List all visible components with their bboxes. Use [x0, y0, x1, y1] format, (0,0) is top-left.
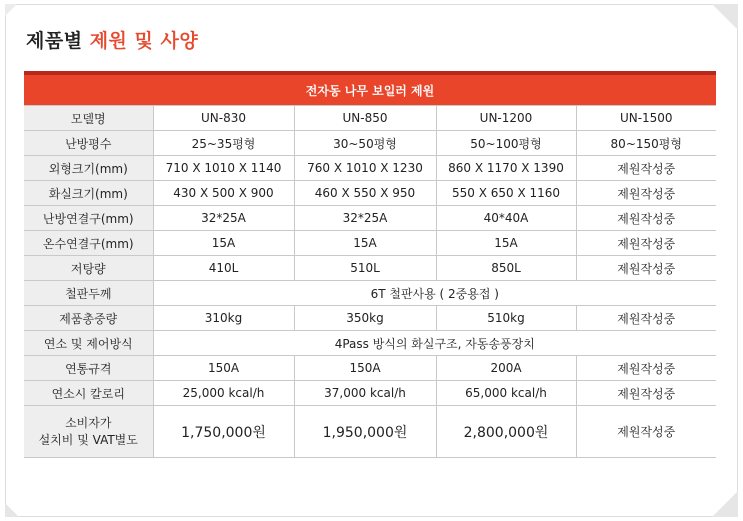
- table-cell: 제원작성중: [576, 256, 716, 281]
- table-row: [24, 381, 716, 406]
- row-label: 외형크기(mm): [24, 156, 153, 181]
- page-title: [26, 26, 198, 53]
- table-cell: 310kg: [153, 306, 294, 331]
- merged-cell: 4Pass 방식의 화실구조, 자동송풍장치: [153, 331, 716, 356]
- table-cell: 850L: [436, 256, 576, 281]
- price-cell: 2,800,000원: [436, 406, 576, 458]
- table-cell: 32*25A: [294, 206, 436, 231]
- table-cell: 50~100평형: [436, 131, 576, 156]
- table-banner-row: [24, 73, 716, 106]
- table-cell: 200A: [436, 356, 576, 381]
- table-cell: 제원작성중: [576, 181, 716, 206]
- table-cell: 제원작성중: [576, 381, 716, 406]
- row-label: 연통규격: [24, 356, 153, 381]
- table-row: [24, 206, 716, 231]
- table-row: [24, 156, 716, 181]
- row-label: 저탕량: [24, 256, 153, 281]
- table-row: [24, 281, 716, 306]
- row-label: 모델명: [24, 106, 153, 131]
- table-row: [24, 356, 716, 381]
- table-cell: 710 X 1010 X 1140: [153, 156, 294, 181]
- row-label: 연소 및 제어방식: [24, 331, 153, 356]
- table-cell: 30~50평형: [294, 131, 436, 156]
- row-label: 난방연결구(mm): [24, 206, 153, 231]
- table-cell: 860 X 1170 X 1390: [436, 156, 576, 181]
- price-row: [24, 406, 716, 458]
- table-cell: 15A: [153, 231, 294, 256]
- table-cell: 80~150평형: [576, 131, 716, 156]
- table-cell: 제원작성중: [576, 231, 716, 256]
- table-cell: 510L: [294, 256, 436, 281]
- model-name: UN-850: [294, 106, 436, 131]
- row-label: 연소시 칼로리: [24, 381, 153, 406]
- table-cell: 760 X 1010 X 1230: [294, 156, 436, 181]
- table-cell: 150A: [153, 356, 294, 381]
- table-cell: 제원작성중: [576, 206, 716, 231]
- table-cell: 40*40A: [436, 206, 576, 231]
- model-name: UN-1500: [576, 106, 716, 131]
- page-corner-decoration: [5, 4, 17, 16]
- table-cell: 350kg: [294, 306, 436, 331]
- table-cell: 430 X 500 X 900: [153, 181, 294, 206]
- merged-cell: 6T 철판사용 ( 2중용접 ): [153, 281, 716, 306]
- table-cell: 150A: [294, 356, 436, 381]
- table-header-row: [24, 106, 716, 131]
- spec-table: [24, 71, 716, 458]
- table-cell: 32*25A: [153, 206, 294, 231]
- price-cell: 1,750,000원: [153, 406, 294, 458]
- page-corner-decoration: [712, 4, 738, 30]
- table-row: [24, 131, 716, 156]
- table-cell: 25~35평형: [153, 131, 294, 156]
- table-cell: 제원작성중: [576, 156, 716, 181]
- table-cell: 37,000 kcal/h: [294, 381, 436, 406]
- page-corner-decoration: [5, 503, 19, 517]
- row-label-line: 소비자가: [65, 415, 112, 430]
- table-cell: 15A: [294, 231, 436, 256]
- table-cell: 550 X 650 X 1160: [436, 181, 576, 206]
- table-row: [24, 331, 716, 356]
- model-name: UN-1200: [436, 106, 576, 131]
- price-cell: 제원작성중: [576, 406, 716, 458]
- table-cell: 65,000 kcal/h: [436, 381, 576, 406]
- table-cell: 510kg: [436, 306, 576, 331]
- table-cell: 제원작성중: [576, 356, 716, 381]
- model-name: UN-830: [153, 106, 294, 131]
- row-label: 철판두께: [24, 281, 153, 306]
- table-banner: 전자동 나무 보일러 제원: [24, 73, 716, 106]
- table-cell: 25,000 kcal/h: [153, 381, 294, 406]
- row-label: 난방평수: [24, 131, 153, 156]
- table-row: [24, 231, 716, 256]
- row-label: 제품총중량: [24, 306, 153, 331]
- table-row: [24, 306, 716, 331]
- table-cell: 15A: [436, 231, 576, 256]
- row-label: 화실크기(mm): [24, 181, 153, 206]
- table-cell: 460 X 550 X 950: [294, 181, 436, 206]
- row-label: 온수연결구(mm): [24, 231, 153, 256]
- table-cell: 410L: [153, 256, 294, 281]
- row-label-line: 설치비 및 VAT별도: [38, 432, 138, 447]
- page-title-accent: 제원 및 사양: [89, 30, 199, 52]
- table-row: [24, 256, 716, 281]
- price-cell: 1,950,000원: [294, 406, 436, 458]
- table-row: [24, 181, 716, 206]
- page-title-prefix: 제품별: [26, 30, 90, 52]
- table-cell: 제원작성중: [576, 306, 716, 331]
- page-corner-decoration: [712, 491, 738, 517]
- row-label: [24, 406, 153, 458]
